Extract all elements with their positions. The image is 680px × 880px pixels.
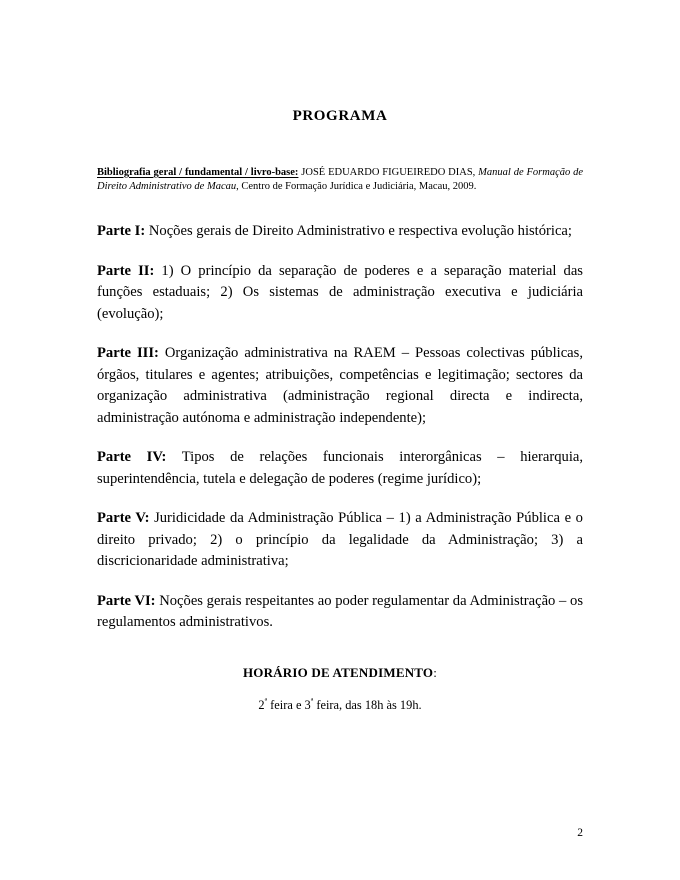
office-hours-heading-text: HORÁRIO DE ATENDIMENTO <box>242 665 434 680</box>
part-label-6: Parte VI: <box>97 592 156 609</box>
part-label-1: Parte I: <box>97 223 146 239</box>
office-hours-middle: feira e 3 <box>267 698 311 712</box>
bibliography-publication: , Centro de Formação Jurídica e Judiciária, Macau, 2009. <box>236 181 477 192</box>
part-label-2: Parte II: <box>97 262 155 279</box>
part-text-6: Noções gerais respeitantes ao poder regulamentar da Administração – os regulamentos administrativos. <box>97 592 583 630</box>
syllabus-part-1 <box>97 221 583 243</box>
syllabus-part-3 <box>97 343 583 429</box>
part-label-3: Parte III: <box>97 345 159 361</box>
syllabus-part-2 <box>97 261 583 326</box>
office-hours-heading <box>97 664 583 682</box>
syllabus-part-5 <box>97 508 583 573</box>
ordinal-indicator-second: ª <box>310 695 314 706</box>
office-hours-suffix: feira, das 18h às 19h. <box>313 698 422 712</box>
part-text-5: Juridicidade da Administração Pública – 1) a Administração Pública e o direito privado; 2) o princípio da legalidade da Administração; 3) a discricionaridade administrativa; <box>97 510 583 569</box>
part-text-3: Organização administrativa na RAEM – Pessoas colectivas públicas, órgãos, titulares e agentes; atribuições, competências e legitimação; sectores da organização administrativa (administração regional directa e indirecta, administração autónoma e administração independente); <box>97 345 583 426</box>
syllabus-part-4 <box>97 447 583 490</box>
bibliography-lead-in: Bibliografia geral / fundamental / livro-base: <box>97 166 299 178</box>
part-text-1: Noções gerais de Direito Administrativo e respectiva evolução histórica; <box>145 223 572 239</box>
part-text-4: Tipos de relações funcionais interorgânicas – hierarquia, superintendência, tutela e delegação de poderes (regime jurídico); <box>97 449 583 487</box>
part-label-4: Parte IV: <box>97 449 167 465</box>
part-label-5: Parte V: <box>97 510 150 526</box>
bibliography-block <box>97 166 583 195</box>
office-hours-text <box>97 696 583 714</box>
syllabus-part-6 <box>97 591 583 634</box>
ordinal-indicator-first: ª <box>264 695 268 706</box>
page-number: 2 <box>577 827 583 839</box>
page-title: PROGRAMA <box>292 108 388 124</box>
bibliography-author: JOSÉ EDUARDO FIGUEIREDO DIAS, <box>301 166 476 178</box>
part-text-2: 1) O princípio da separação de poderes e a separação material das funções estaduais; 2) Os sistemas de administração executiva e judiciária (evolução); <box>97 262 583 322</box>
office-hours-heading-colon: : <box>433 665 438 680</box>
office-hours-block <box>97 664 583 714</box>
office-hours-day-first: 2 <box>258 698 265 712</box>
bibliography-work-title: Manual de Formação de Direito Administrativo de Macau <box>97 166 584 192</box>
syllabus-parts-list <box>97 221 583 634</box>
